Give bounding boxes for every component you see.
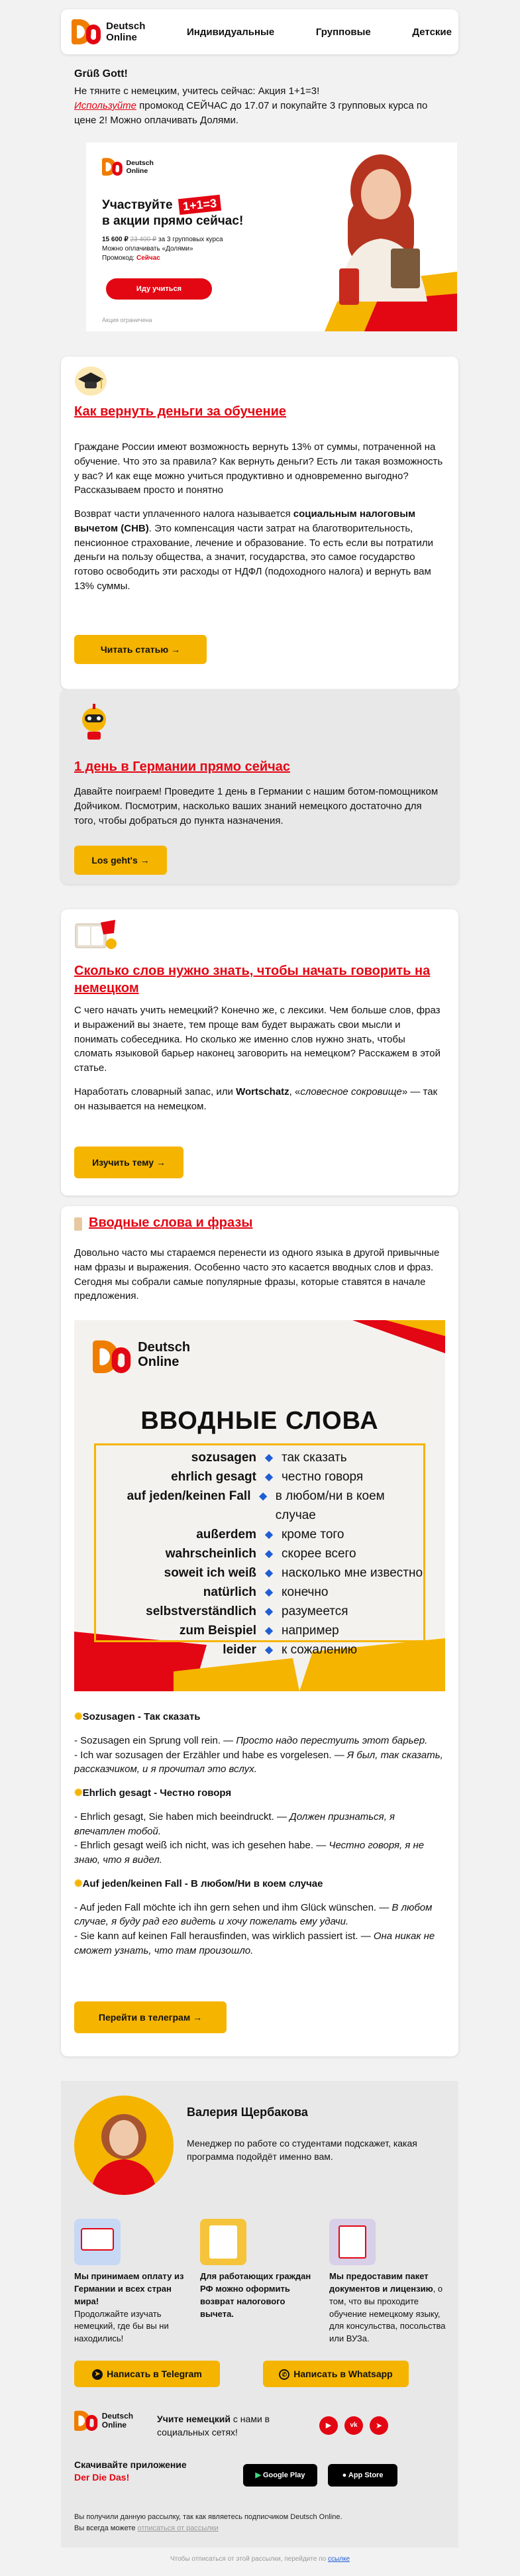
- phrase-german: ehrlich gesagt: [171, 1470, 256, 1484]
- article3-paragraph-1: С чего начать учить немецкий? Конечно же, с лексики. Чем больше слов, фраз и выражений вы знаете, тем проще вам будет выражать свои мысли и понимать собеседника. Но сколько же именно слов нужно знать, чтобы сломать языковой барьер наконец заговорить на немецком? Расскажем в этой статье.: [74, 1005, 441, 1074]
- article-tax-refund: [61, 357, 458, 689]
- diamond-icon: ◆: [265, 1606, 273, 1617]
- intro-line-1: Не тяните с немецким, учитесь сейчас: Акция 1+1=3!: [74, 85, 320, 97]
- article-day-in-germany: [61, 689, 458, 884]
- nav-individual[interactable]: Индивидуальные: [187, 27, 275, 38]
- feature-payment: Мы принимаем оплату из Германии и всех стран мира! Продолжайте изучать немецкий, где бы вы ни находились!: [74, 2219, 187, 2345]
- diamond-icon: ◆: [265, 1587, 273, 1598]
- phrase-russian: насколько мне известно: [282, 1566, 423, 1580]
- intro-section: [74, 66, 452, 127]
- phrase-german: wahrscheinlich: [165, 1547, 256, 1561]
- bottom-unsubscribe-link[interactable]: ссылке: [327, 2555, 350, 2563]
- app-store-button[interactable]: ● App Store: [328, 2464, 397, 2487]
- phrase-table: [94, 1443, 425, 1657]
- article-how-many-words: [61, 909, 458, 1196]
- phrase-row: [96, 1525, 423, 1544]
- article-intro-words: [61, 1206, 458, 2056]
- example3-heading: ✺Auf jeden/keinen Fall - В любом/Ни в коем случае: [74, 1877, 323, 1889]
- banner-cta[interactable]: Иду учиться: [106, 278, 212, 300]
- phrase-german: natürlich: [203, 1585, 256, 1599]
- logo-icon: [72, 18, 99, 46]
- logo-text-1: Deutsch: [106, 21, 146, 32]
- banner-photo: [285, 142, 457, 331]
- dictionary-icon: [73, 917, 119, 954]
- phrase-russian: в любом/ни в коем случае: [275, 1489, 385, 1522]
- intro-link[interactable]: Используйте: [74, 99, 136, 111]
- phrase-russian: например: [282, 1624, 339, 1638]
- phrase-row: [96, 1583, 423, 1602]
- phrase-row: [96, 1467, 423, 1486]
- manager-photo: [74, 2096, 174, 2195]
- greeting: Grüß Gott!: [74, 68, 128, 80]
- article1-title[interactable]: Как вернуть деньги за обучение: [74, 404, 286, 419]
- phrase-russian: конечно: [282, 1585, 329, 1599]
- tax-document-icon: [200, 2219, 246, 2265]
- article1-paragraph-2: Возврат части уплаченного налога называется социальным налоговым вычетом (СНВ). Это компенсация части затрат на благотворительность, пенсионное страхование, лечение и образование. То есть если вы потратили деньги на пользу общества, а значит, государства, это самое государство готово освободить эти расходы от НДФЛ (подоходного налога) и вернуть вам 13% суммы.: [74, 508, 434, 592]
- play-button[interactable]: Los geht's →: [74, 846, 167, 875]
- manager-role: Менеджер по работе со студентами подскажет, какая программа подойдёт именно вам.: [187, 2138, 417, 2162]
- payment-icon: [74, 2219, 121, 2265]
- write-whatsapp-button[interactable]: ✆ Написать в Whatsapp: [263, 2361, 409, 2387]
- article1-paragraph-1: Граждане России имеют возможность вернуть 13% от суммы, потраченной на обучение. Что это за правила? Как вернуть деньги? Есть ли такая возможность у вас? И как еще можно учиться продуктивно и одновременно выгодно? Рассказываем просто и понятно: [74, 441, 443, 496]
- social-icons: [319, 2416, 388, 2435]
- article4-title[interactable]: Вводные слова и фразы: [89, 1215, 253, 1230]
- diamond-icon: ◆: [265, 1529, 273, 1540]
- article2-paragraph: Давайте поиграем! Проведите 1 день в Германии с нашим ботом-помощником Дойчиком. Посмотрим, насколько ваших знаний немецкого достаточно для того, чтобы добраться до пункта назначения.: [74, 786, 439, 826]
- banner-details: 15 600 ₽ 23 400 ₽ за 3 групповых курса Можно оплачивать «Долями» Промокод: Сейчас: [102, 236, 223, 262]
- nav-kids[interactable]: Детские: [412, 27, 452, 38]
- diamond-icon: ◆: [265, 1644, 273, 1655]
- article2-title[interactable]: 1 день в Германии прямо сейчас: [74, 759, 290, 774]
- manager-name: Валерия Щербакова: [187, 2105, 308, 2119]
- robot-icon: [73, 700, 113, 742]
- example2-text: - Ehrlich gesagt, Sie haben mich beeindruckt. — Должен признаться, я впечатлен тобой. - Ehrlich gesagt weiß ich nicht, was ich gesehen habe. — Честно говоря, я не знаю, что я видел.: [74, 1811, 425, 1866]
- logo-text-2: Online: [106, 32, 137, 43]
- phrase-row: [96, 1448, 423, 1467]
- example2-heading: ✺Ehrlich gesagt - Честно говоря: [74, 1787, 232, 1799]
- sun-icon: ✺: [74, 1711, 83, 1722]
- study-topic-button[interactable]: Изучить тему →: [74, 1147, 183, 1178]
- phrase-german: auf jeden/keinen Fall: [127, 1489, 251, 1503]
- phrase-german: zum Beispiel: [179, 1624, 256, 1638]
- unsubscribe-link[interactable]: отписаться от рассылки: [137, 2524, 219, 2532]
- diamond-icon: ◆: [265, 1567, 273, 1579]
- banner-logo-icon: [102, 157, 121, 176]
- banner-title: Участвуйте 1+1=3 в акции прямо сейчас!: [102, 197, 261, 229]
- footer: [61, 2081, 458, 2505]
- legal-block: Вы получили данную рассылку, так как являетесь подписчиком Deutsch Online. Вы всегда можете отписаться от рассылки: [61, 2505, 458, 2548]
- phrase-russian: кроме того: [282, 1528, 344, 1541]
- article3-paragraph-2: Наработать словарный запас, или Wortschatz, «словесное сокровище» — так он называется на немецком.: [74, 1086, 438, 1112]
- phrase-row: [96, 1602, 423, 1621]
- phrase-german: außerdem: [196, 1528, 256, 1541]
- nav-group[interactable]: Групповые: [315, 27, 371, 38]
- bookmark-icon: [74, 1217, 82, 1231]
- telegram-channel-button[interactable]: Перейти в телеграм →: [74, 2001, 227, 2033]
- google-play-icon: ▶: [255, 2471, 261, 2479]
- phrase-russian: скорее всего: [282, 1547, 356, 1561]
- phrase-russian: честно говоря: [282, 1470, 364, 1484]
- image-logo: Deutsch Online: [93, 1339, 190, 1371]
- example1-text: - Sozusagen ein Sprung voll rein. — Просто надо перестуить этот барьер. - Ich war sozusagen der Erzähler und habe es vorgelesen. — Я был, так сказать, рассказчиком, и я прочитал это вслух.: [74, 1734, 443, 1775]
- feature-documents: Мы предоставим пакет документов и лицензию, о том, что вы проходите обучение немецкому языку, для консульства, посольства или ВУЗа.: [329, 2219, 448, 2345]
- phrase-german: soweit ich weiß: [164, 1566, 256, 1580]
- phrase-russian: разумеется: [282, 1604, 348, 1618]
- diamond-icon: ◆: [265, 1625, 273, 1636]
- banner-fine: Акция ограничена: [102, 317, 152, 323]
- phrase-german: selbstverständlich: [146, 1604, 256, 1618]
- phrase-russian: так сказать: [282, 1451, 347, 1465]
- phrase-german: leider: [223, 1643, 256, 1657]
- header-bar: [61, 9, 458, 54]
- sun-icon: ✺: [74, 1877, 83, 1889]
- manager-avatar: [74, 2096, 174, 2195]
- header-nav: [187, 25, 452, 40]
- diamond-icon: ◆: [259, 1490, 267, 1502]
- social-text: Учите немецкий с нами в социальных сетях!: [157, 2414, 270, 2438]
- graduation-cap-icon: [74, 364, 107, 398]
- diamond-icon: ◆: [265, 1452, 273, 1463]
- promo-banner[interactable]: [86, 142, 457, 331]
- youtube-icon[interactable]: ▶: [319, 2416, 338, 2435]
- telegram-icon: ➤: [92, 2369, 103, 2380]
- google-play-button[interactable]: ▶ Google Play: [243, 2464, 317, 2487]
- whatsapp-icon: ✆: [279, 2369, 289, 2380]
- phrase-row: [96, 1544, 423, 1563]
- telegram-social-icon[interactable]: ➤: [370, 2416, 388, 2435]
- footer-logo[interactable]: Deutsch Online: [74, 2410, 133, 2436]
- article3-title[interactable]: Сколько слов нужно знать, чтобы начать говорить на немецком: [74, 964, 431, 995]
- sun-icon: ✺: [74, 1787, 83, 1799]
- banner-badge: 1+1=3: [178, 195, 221, 215]
- intro-line-2: Используйте промокод СЕЙЧАС до 17.07 и покупайте 3 групповых курса по цене 2! Можно оплачивать Долями.: [74, 99, 428, 126]
- phrase-german: sozusagen: [191, 1451, 256, 1465]
- phrase-russian: к сожалению: [282, 1643, 357, 1657]
- diamond-icon: ◆: [265, 1548, 273, 1559]
- header-logo[interactable]: [72, 18, 145, 50]
- app-text: Скачивайте приложение Der Die Das!: [74, 2459, 187, 2483]
- image-heading: ВВОДНЫЕ СЛОВА: [140, 1407, 379, 1435]
- banner-logo: Deutsch Online: [102, 157, 154, 180]
- bottom-unsubscribe: Чтобы отписаться от этой рассылки, перейдите по ссылке: [170, 2555, 350, 2563]
- article4-paragraph: Довольно часто мы стараемся перенести из одного языка в другой привычные нам фразы и выражения. Особенно часто это касается вводных слов и фраз. Сегодня мы собрали самые популярные фразы, которые ставятся в начале предложения.: [74, 1247, 440, 1302]
- phrase-row: [96, 1563, 423, 1583]
- feature-tax: Для работающих граждан РФ можно оформить возврат налогового вычета.: [200, 2219, 313, 2320]
- license-icon: [329, 2219, 376, 2265]
- examples-block: [74, 1710, 445, 1968]
- phrase-row: [96, 1640, 423, 1659]
- example1-heading: ✺Sozusagen - Так сказать: [74, 1711, 201, 1722]
- article4-heading: [74, 1214, 445, 1231]
- phrase-row: [96, 1486, 423, 1525]
- phrase-row: [96, 1621, 423, 1640]
- read-article-button[interactable]: Читать статью →: [74, 635, 207, 664]
- intro-words-image: [74, 1320, 445, 1691]
- write-telegram-button[interactable]: ➤ Написать в Telegram: [74, 2361, 220, 2387]
- apple-icon: ●: [342, 2471, 347, 2479]
- example3-text: - Auf jeden Fall möchte ich ihn gern sehen und ihm Glück wünschen. — В любом случае, я буду рад его видеть и хочу пожелать ему удачи. - Sie kann auf keinen Fall herausfinden, was wirklich passiert ist. — Она никак не сможет узнать, что там произошло.: [74, 1901, 435, 1956]
- diamond-icon: ◆: [265, 1471, 273, 1483]
- vk-icon[interactable]: vk: [344, 2416, 363, 2435]
